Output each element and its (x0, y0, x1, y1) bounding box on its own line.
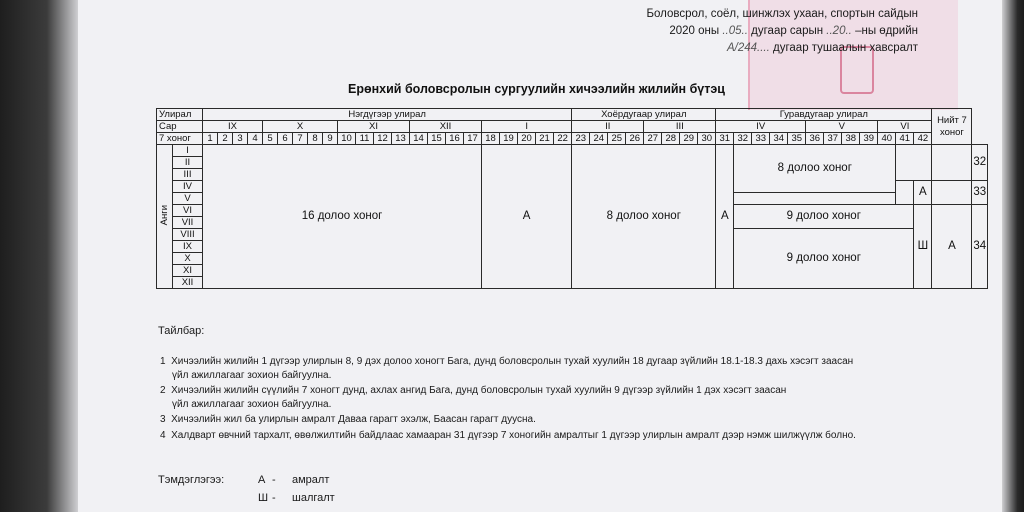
grade-cell: III (173, 169, 203, 181)
handwritten-order-number: А/244.... (726, 42, 770, 54)
legend-dash: - (272, 492, 276, 504)
legend-dash: - (272, 474, 276, 486)
week-cell: 42 (914, 133, 932, 145)
month-cell: III (644, 121, 716, 133)
header-line-2 (669, 25, 918, 37)
break-marker: А (914, 181, 932, 205)
semester-row (157, 109, 988, 121)
week-cell: 25 (608, 133, 626, 145)
week-cell: 2 (218, 133, 233, 145)
schedule-table (156, 108, 988, 289)
week-cell: 11 (356, 133, 374, 145)
month-cell: XI (338, 121, 410, 133)
note-number: 4 (160, 429, 166, 441)
total-middle: 33 (972, 181, 988, 205)
note-number: 1 (160, 356, 166, 367)
total-header: Нийт 7 хоног (932, 109, 972, 145)
week-cell: 22 (554, 133, 572, 145)
month-cell: IV (716, 121, 806, 133)
note-item (160, 429, 978, 443)
exam-marker: Ш (914, 205, 932, 289)
week-cell: 26 (626, 133, 644, 145)
note-text: Хичээлийн жил ба улирлын амралт Даваа гарагт эхэлж, Баасан гарагт дуусна. (171, 414, 536, 425)
grade-cell: V (173, 193, 203, 205)
background-right (1002, 0, 1024, 512)
note-item (160, 413, 978, 427)
grade-cell: VII (173, 217, 203, 229)
week-cell: 8 (308, 133, 323, 145)
legend-key: Ш (258, 492, 269, 504)
week-cell: 20 (518, 133, 536, 145)
week-cell: 39 (860, 133, 878, 145)
week-cell: 35 (788, 133, 806, 145)
handwritten-month: ..05.. (722, 25, 748, 37)
legend (158, 474, 458, 510)
week-cell: 21 (536, 133, 554, 145)
week-cell: 30 (698, 133, 716, 145)
header-line-3 (727, 42, 918, 54)
week-cell: 16 (446, 133, 464, 145)
week-cell: 40 (878, 133, 896, 145)
semester-3-middle: 9 долоо хоног (734, 205, 914, 229)
semester-3: Гуравдугаар улирал (716, 109, 932, 121)
empty-cell (932, 145, 972, 181)
grade-cell: X (173, 253, 203, 265)
stamp-vertical-text (928, 4, 944, 108)
legend-title: Тэмдэглэгээ: (158, 474, 225, 486)
grade-cell: VIII (173, 229, 203, 241)
week-cell: 12 (374, 133, 392, 145)
header-appendix: дугаар тушаалын хавсралт (773, 42, 918, 54)
handwritten-day: ..20.. (826, 25, 852, 37)
grade-cell: IX (173, 241, 203, 253)
empty-cell (896, 145, 932, 181)
week-cell: 34 (770, 133, 788, 145)
empty-cell (734, 193, 896, 205)
document-page (78, 0, 1002, 512)
week-cell: 36 (806, 133, 824, 145)
semester-3-upper: 9 долоо хоног (734, 229, 914, 289)
legend-row (158, 492, 458, 510)
note-text-cont: үйл ажиллагааг зохион байгуулна. (172, 369, 332, 381)
header-month-label: дугаар сарын (751, 25, 824, 37)
legend-value: шалгалт (292, 492, 335, 504)
header-day-label: –ны өдрийн (855, 25, 918, 37)
week-cell: 7 (293, 133, 308, 145)
week-cell: 28 (662, 133, 680, 145)
week-cell: 1 (203, 133, 218, 145)
grade-cell: II (173, 157, 203, 169)
note-text-cont: үйл ажиллагааг зохион байгуулна. (172, 398, 332, 410)
month-cell: V (806, 121, 878, 133)
month-label: Сар (157, 121, 203, 133)
week-cell: 31 (716, 133, 734, 145)
header-year: 2020 оны (669, 25, 720, 37)
week-label: 7 хоног (157, 133, 203, 145)
grade-row (157, 145, 988, 157)
month-cell: I (482, 121, 572, 133)
week-cell: 37 (824, 133, 842, 145)
week-cell: 32 (734, 133, 752, 145)
spring-break: А (716, 145, 734, 289)
week-cell: 27 (644, 133, 662, 145)
notes-title: Тайлбар: (158, 325, 205, 337)
header-line-1: Боловсрол, соёл, шинжлэх ухаан, спортын сайдын (646, 8, 918, 20)
week-cell: 5 (263, 133, 278, 145)
week-cell: 38 (842, 133, 860, 145)
week-cell: 17 (464, 133, 482, 145)
grade-label-cell (157, 145, 173, 289)
week-cell: 29 (680, 133, 698, 145)
month-cell: VI (878, 121, 932, 133)
grade-label: Анги (159, 204, 170, 226)
note-text: Хичээлийн жилийн сүүлийн 7 хоногт дунд, ахлах ангид Бага, дунд боловсролын тухай хуулийн 9 дүгээр зүйлийн 1 дэх хэсэгт заасан (171, 385, 787, 396)
month-cell: IX (203, 121, 263, 133)
week-cell: 19 (500, 133, 518, 145)
background-left (0, 0, 78, 512)
semester-1-weeks: 16 долоо хоног (203, 145, 482, 289)
note-text: Хичээлийн жилийн 1 дүгээр улирлын 8, 9 дэх долоо хоногт Бага, дунд боловсролын тухай хуулийн 18 дугаар зүйлийн 18.1-18.3 дахь хэсэгт заасан (171, 356, 854, 367)
month-row (157, 121, 988, 133)
week-cell: 13 (392, 133, 410, 145)
semester-2-weeks: 8 долоо хоног (572, 145, 716, 289)
week-cell: 18 (482, 133, 500, 145)
week-cell: 23 (572, 133, 590, 145)
semester-3-primary: 8 долоо хоног (734, 145, 896, 193)
legend-value: амралт (292, 474, 330, 486)
total-primary: 32 (972, 145, 988, 181)
week-cell: 4 (248, 133, 263, 145)
grade-cell: XII (173, 277, 203, 289)
grade-cell: XI (173, 265, 203, 277)
month-cell: II (572, 121, 644, 133)
week-cell: 24 (590, 133, 608, 145)
notes-section (158, 325, 978, 444)
empty-cell (896, 181, 914, 205)
week-cell: 6 (278, 133, 293, 145)
note-number: 3 (160, 414, 166, 425)
week-cell: 15 (428, 133, 446, 145)
month-cell: XII (410, 121, 482, 133)
week-cell: 41 (896, 133, 914, 145)
semester-1: Нэгдүгээр улирал (203, 109, 572, 121)
break-marker: А (932, 205, 972, 289)
grade-cell: I (173, 145, 203, 157)
grade-cell: VI (173, 205, 203, 217)
week-cell: 3 (233, 133, 248, 145)
week-cell: 10 (338, 133, 356, 145)
winter-break: А (482, 145, 572, 289)
legend-row (158, 474, 458, 492)
note-item (160, 355, 978, 382)
total-upper: 34 (972, 205, 988, 289)
note-text: Халдварт өвчний тархалт, өвөлжилтийн байдлаас хамааран 31 дүгээр 7 хоногийн амралтыг 1 дүгээр улирлын амралт дээр нэмж шилжүүлж болно. (171, 429, 856, 441)
week-row (157, 133, 988, 145)
month-cell: X (263, 121, 338, 133)
legend-key: А (258, 474, 266, 486)
week-cell: 9 (323, 133, 338, 145)
semester-label: Улирал (157, 109, 203, 121)
week-cell: 14 (410, 133, 428, 145)
document-title: Ерөнхий боловсролын сургуулийн хичээлийн жилийн бүтэц (348, 82, 725, 96)
week-cell: 33 (752, 133, 770, 145)
note-item (160, 384, 978, 411)
grade-cell: IV (173, 181, 203, 193)
empty-cell (932, 181, 972, 205)
note-number: 2 (160, 385, 166, 396)
semester-2: Хоёрдугаар улирал (572, 109, 716, 121)
